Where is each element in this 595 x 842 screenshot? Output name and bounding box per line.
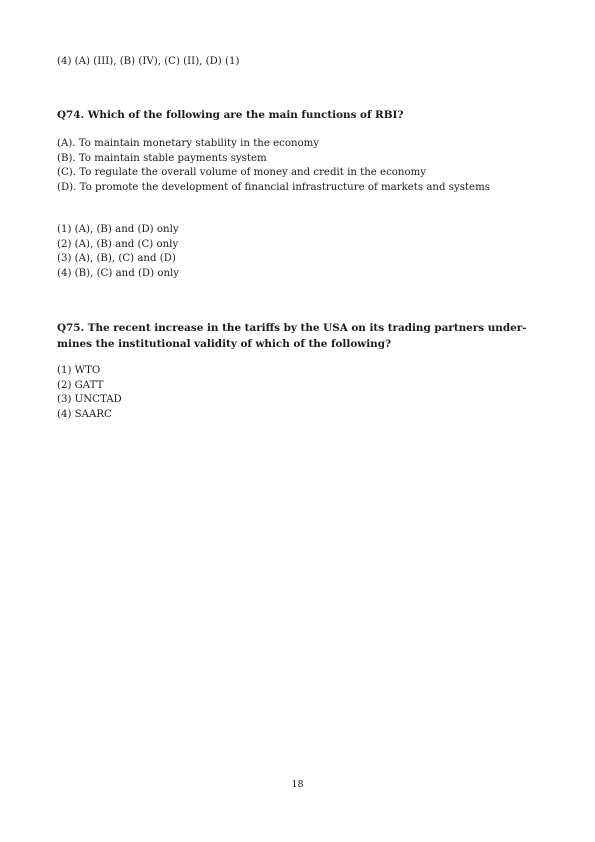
page-number: 18 xyxy=(291,779,304,790)
question-75 xyxy=(57,321,539,352)
option-2: (2) (A), (B) and (C) only xyxy=(57,238,179,250)
previous-answer-option: (4) (A) (III), (B) (IV), (C) (II), (D) (1) xyxy=(57,56,240,67)
question-75-options xyxy=(57,364,539,422)
question-74-title: Q74. Which of the following are the main functions of RBI? xyxy=(57,109,404,121)
statement-b: (B). To maintain stable payments system xyxy=(57,152,267,164)
question-74-statements xyxy=(57,137,539,195)
question-74 xyxy=(57,108,539,124)
statement-c: (C). To regulate the overall volume of money and credit in the economy xyxy=(57,167,427,179)
option-1: (1) (A), (B) and (D) only xyxy=(57,224,179,235)
option-4: (4) SAARC xyxy=(57,408,112,420)
question-75-title-line-2: mines the institutional validity of which of the following? xyxy=(57,337,392,350)
option-3: (3) UNCTAD xyxy=(57,394,122,406)
question-75-title-line-1: Q75. The recent increase in the tariffs by the USA on its trading partners under- xyxy=(57,322,527,334)
statement-d: (D). To promote the development of financial infrastructure of markets and systems xyxy=(57,181,490,193)
statement-a: (A). To maintain monetary stability in the economy xyxy=(57,138,320,149)
option-3: (3) (A), (B), (C) and (D) xyxy=(57,253,176,265)
question-74-options xyxy=(57,223,539,281)
option-4: (4) (B), (C) and (D) only xyxy=(57,267,180,279)
previous-answer-block xyxy=(57,55,539,70)
option-1: (1) WTO xyxy=(57,365,101,376)
option-2: (2) GATT xyxy=(57,379,104,391)
